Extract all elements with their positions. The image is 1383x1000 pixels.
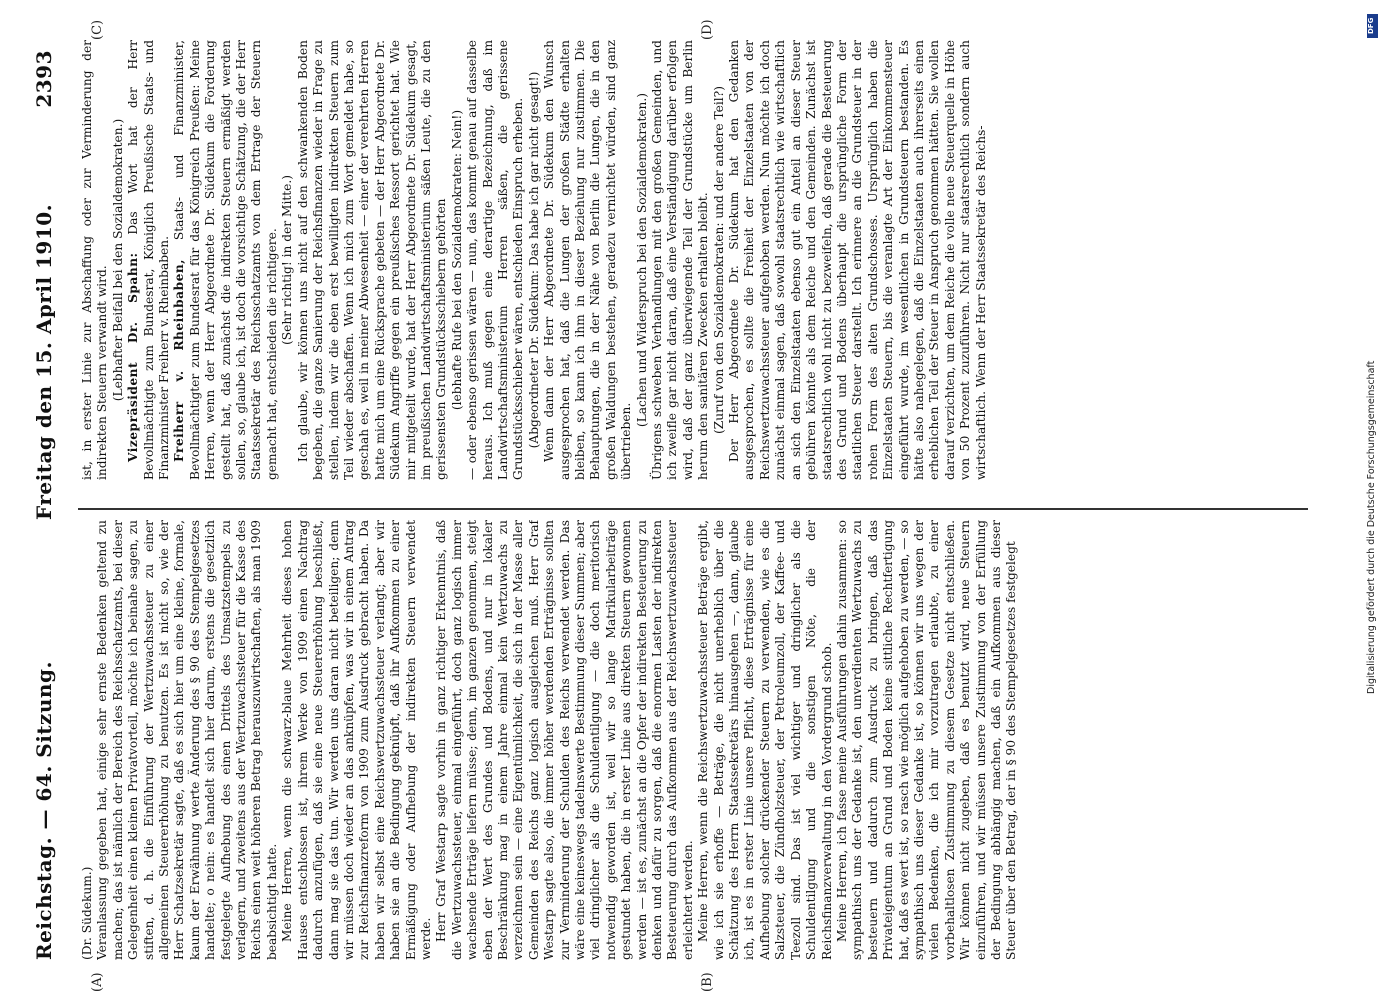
page-header bbox=[26, 50, 66, 960]
paragraph-text: (Lachen und Widerspruch bei den Sozialdemokraten.) bbox=[634, 92, 649, 428]
paragraph bbox=[172, 40, 280, 480]
paragraph: Herr Graf Westarp sagte vorhin in ganz richtiger Erkenntnis, daß die Wertzuwachssteuer, einmal eingeführt, doch ganz logisch immer wachsende Erträge liefern müsse; denn, im ganzen genommen, steigt eben der Wert des Grundes und Bodens, und nur in lokaler Beschränkung mag in einem Jahre einmal kein Wertzuwachs zu verzeichnen sein — eine Eigentümlichkeit, die sich in der Masse aller Gemeinden des Reichs ganz logisch ausgleichen muß. Herr Graf Westarp sagte also, die immer höher werdenden Erträgnisse sollten zur Verminderung der Schulden des Reichs verwendet werden. Das wäre eine keineswegs tadelnswerte Bestimmung dieser Summen; aber viel dringlicher als die Schuldentilgung — die doch meritorisch notwendig geworden ist, weil wir so lange Matrikularbeiträge gestundet haben, die in erster Linie aus direkten Steuern gewonnen werden — ist es, zunächst an die Opfer der indirekten Besteuerung zu denken und dafür zu sorgen, daß die enormen Lasten der indirekten Besteuerung durch das Aufkommen aus der Reichswertzuwachssteuer erleichtert werden. bbox=[434, 520, 695, 960]
interjection bbox=[527, 40, 542, 480]
paragraph-text: ist, in erster Linie zur Abschaffung oder zur Verminderung der indirekten Steuern verwandt wird. bbox=[80, 40, 110, 480]
paragraph-text: — oder ebenso gerissen wären — nun, das kommt genau auf dasselbe heraus. Ich muß gegen eine derartige Bezeichnung, daß im Landwirtschaftsministerium Herren säßen, die gerissene Grundstücksschieber wären, entschieden Einspruch erheben. bbox=[465, 40, 526, 480]
paragraph-text: (Sehr richtig! in der Mitte.) bbox=[280, 175, 295, 345]
paragraph: Veranlassung gegeben hat, einige sehr ernste Bedenken geltend zu machen; das ist nämlich der Bereich des Reichsschatzamts, bei dieser Gelegenheit einen kleinen Privatvorteil, möchte ich beinahe sagen, zu stiften, d. h. die Einführung der Wertzuwachssteuer zu einer allgemeinen Steuererhöhung zu benutzen. Es ist nicht so, wie der Herr Schatzsekretär sagte, daß es sich hier um eine kleine, formale, kaum der Erwähnung werte Änderung des § 90 des Stempelgesetzes handelte; o nein: es handelt sich hier darum, erstens die gesetzlich festgelegte Aufhebung des einen Drittels des Umsatzstempels zu verlagern, und zweitens aus der Wertzuwachssteuer für die Kasse des Reichs einen weit höheren Betrag herauszuwirtschaften, als man 1909 beabsichtigt hatte. bbox=[95, 520, 279, 960]
paragraph-text: (lebhafte Rufe bei den Sozialdemokraten: Nein!) bbox=[449, 109, 464, 411]
paragraph-text: Ich glaube, wir können uns nicht auf den schwankenden Boden begeben, die ganze Sanierung der Reichsfinanzen wieder in Frage zu stellen, indem wir die eben erst bewilligten indirekten Steuern zum Teil wieder abschaffen. Wenn ich mich zum Wort gemeldet habe, so geschah es, weil in meiner Abwesenheit — einer der verehrten Herren hatte mich um eine Rücksprache gebeten — der Herr Abgeordnete Dr. Südekum Angriffe gegen ein preußisches Ressort gerichtet hat. Wie mir mitgeteilt wurde, hat der Herr Abgeordnete Dr. Südekum gesagt, im preußischen Landwirtschaftsministerium säßen Leute, die zu den gerissensten Grundstücksschiebern gehörten bbox=[295, 40, 449, 480]
interjection bbox=[111, 40, 126, 480]
paragraph-text: Der Herr Abgeordnete Dr. Südekum hat den Gedanken ausgesprochen, es sollte die Freiheit der Einzelstaaten von der Reichswertzuwachssteuer aufgehoben werden. Nun möchte ich doch zunächst einmal sagen, daß sowohl staatsrechtlich wie wirtschaftlich an sich den Einzelstaaten ebenso gut ein Anteil an dieser Steuer gebühren könnte als dem Reiche und den Gemeinden. Zunächst ist staatsrechtlich wohl nicht zu bezweifeln, daß gerade die Besteuerung des Grund und Bodens überhaupt die ursprüngliche Form der staatlichen Steuer darstellt. Ich erinnere an die Grundsteuer in der rohen Form des alten Grundschosses. Ursprünglich haben die Einzelstaaten Steuern, bis die veranlagte Art der Einkommensteuer eingeführt wurde, im wesentlichen in Grundsteuern bestanden. Es hätte also nahegelegen, daß die Einzelstaaten auch ihrerseits einen erheblichen Teil der Steuer in Anspruch genommen hätten. Sie wollen darauf verzichten, um dem Reiche die volle neue Steuerquelle in Höhe von 50 Prozent zuzuführen. Nicht nur staatsrechtlich sondern auch wirtschaftlich. Wenn der Herr Staatssekretär des Reichs- bbox=[727, 40, 988, 480]
paragraph-text: Übrigens schweben Verhandlungen mit den großen Gemeinden, und ich zweifle gar nicht daran, daß eine Verständigung darüber erfolgen wird, daß der ganz überwiegende Teil der Grundstücke um Berlin herum den sanitären Zwecken erhalten bleibt. bbox=[650, 40, 711, 480]
interjection bbox=[280, 40, 295, 480]
dfg-logo: DFG bbox=[1367, 14, 1378, 38]
digitization-credit bbox=[1366, 14, 1378, 694]
column-divider bbox=[78, 509, 1308, 511]
paragraph-text: Staats- und Finanzminister, Bevollmächtigter zum Bundesrat für das Königreich Preußen: Meine Herren, wenn der Herr Abgeordnete Dr. Südekum die Forderung gestellt hat, daß zunächst die indirekten Steuern ermäßigt werden sollen, so, glaube ich, ist doch die vorsichtige Schätzung, die der Herr Staatssekretär des Reichsschatzamts von dem Ertrage der Steuern gemacht hat, entschieden die richtigere. bbox=[172, 40, 279, 480]
paragraph-text: Wenn dann der Herr Abgeordnete Dr. Südekum den Wunsch ausgesprochen hat, daß die Lungen der großen Städte erhalten bleiben, so kann ich ihm in dieser Beziehung nur zustimmen. Die Behauptungen, die in der Nähe von Berlin die Lungen, die in den großen Waldungen bestehen, geradezu vernichtet würden, sind ganz übertrieben. bbox=[542, 40, 634, 480]
speaker-name: Vizepräsident Dr. Spahn: bbox=[126, 252, 141, 462]
margin-marker-d: (D) bbox=[700, 19, 715, 40]
credit-text: Digitalisierung gefördert durch die Deutsche Forschungsgemeinschaft bbox=[1366, 360, 1377, 694]
page-number: 2393 bbox=[32, 50, 56, 108]
margin-marker-a: (A) bbox=[90, 972, 105, 992]
paragraph bbox=[465, 40, 527, 480]
paragraph-text: Das Wort hat der Herr Bevollmächtigte zum Bundesrat, Königlich Preußische Staats- und Finanzminister Freiherr v. Rheinbaben. bbox=[126, 40, 172, 480]
right-column bbox=[80, 40, 1305, 480]
interjection bbox=[450, 40, 465, 480]
paragraph bbox=[296, 40, 450, 480]
margin-marker-c: (C) bbox=[90, 19, 105, 40]
paragraph: Meine Herren, wenn die Reichswertzuwachssteuer Beträge ergibt, wie ich sie erhoffe — Beträge, die nicht unerheblich über die Schätzung des Herrn Staatssekretärs hinausgehen —, dann, glaube ich, ist es in erster Linie unsere Pflicht, diese Erträgnisse für eine Aufhebung solcher drückender Steuern zu verwenden, wie es die Salzsteuer, die Zündholzsteuer, der Petroleumzoll, der Kaffee- und Teezoll sind. Das ist viel wichtiger und dringlicher als die Schuldentilgung und die sonstigen Nöte, die der Reichsfinanzverwaltung in den Vordergrund schob. bbox=[696, 520, 834, 960]
paragraph: Meine Herren, ich fasse meine Ausführungen dahin zusammen: so sympathisch uns der Gedanke ist, den unverdienten Wertzuwachs zu besteuern und dadurch zum Ausdruck zu bringen, daß das Privateigentum an Grund und Boden keine sittliche Rechtfertigung hat, daß es wert ist, so rasch wie möglich aufgehoben zu werden, — so sympathisch uns dieser Gedanke ist, so können wir uns wegen der vielen Bedenken, die ich mir vorzutragen erlaubte, zu einer vorbehaltlosen Zustimmung zu diesem Gesetze nicht entschließen. Wir können nicht zugeben, daß es benutzt wird, neue Steuern einzuführen, und wir müssen unsere Zustimmung von der Erfüllung der Bedingung abhängig machen, daß ein Aufkommen aus dieser Steuer über den Betrag, der in § 90 des Stempelgesetzes festgelegt bbox=[834, 520, 1019, 960]
speaker-name: Freiherr v. Rheinbaben, bbox=[172, 259, 187, 462]
paragraph bbox=[650, 40, 712, 480]
header-date: Freitag den 15. April 1910. bbox=[32, 203, 56, 520]
paragraph bbox=[727, 40, 989, 480]
speaker-note: (Dr. Südekum.) bbox=[80, 866, 94, 960]
paragraph-text: (Lebhafter Beifall bei den Sozialdemokraten.) bbox=[110, 118, 125, 402]
paragraph-text: (Abgeordneter Dr. Südekum: Das habe ich gar nicht gesagt!) bbox=[526, 71, 541, 449]
paragraph bbox=[542, 40, 634, 480]
left-column bbox=[80, 520, 1305, 960]
interjection bbox=[712, 40, 727, 480]
interjection bbox=[635, 40, 650, 480]
paragraph bbox=[80, 40, 111, 480]
paragraph bbox=[126, 40, 172, 480]
header-title: Reichstag. — 64. Sitzung. bbox=[32, 661, 56, 960]
paragraph-text: (Zuruf von den Sozialdemokraten: und der andere Teil?) bbox=[711, 86, 726, 434]
margin-marker-b: (B) bbox=[700, 972, 715, 992]
paragraph: Meine Herren, wenn die schwarz-blaue Mehrheit dieses hohen Hauses entschlossen ist, ihrem Werke von 1909 einen Nachtrag dadurch anzufügen, daß sie eine neue Steuererhöhung beschließt, dann mag sie das tun. Wir werden uns daran nicht beteiligen; denn wir müssen doch wieder an das anknüpfen, was wir in einem Antrag zur Reichsfinanzreform von 1909 zum Ausdruck gebracht haben. Da haben wir selbst eine Reichswertzuwachssteuer verlangt; aber wir haben sie an die Bedingung geknüpft, daß ihr Aufkommen zu einer Ermäßigung oder Aufhebung der indirekten Steuern verwendet werde. bbox=[280, 520, 433, 960]
